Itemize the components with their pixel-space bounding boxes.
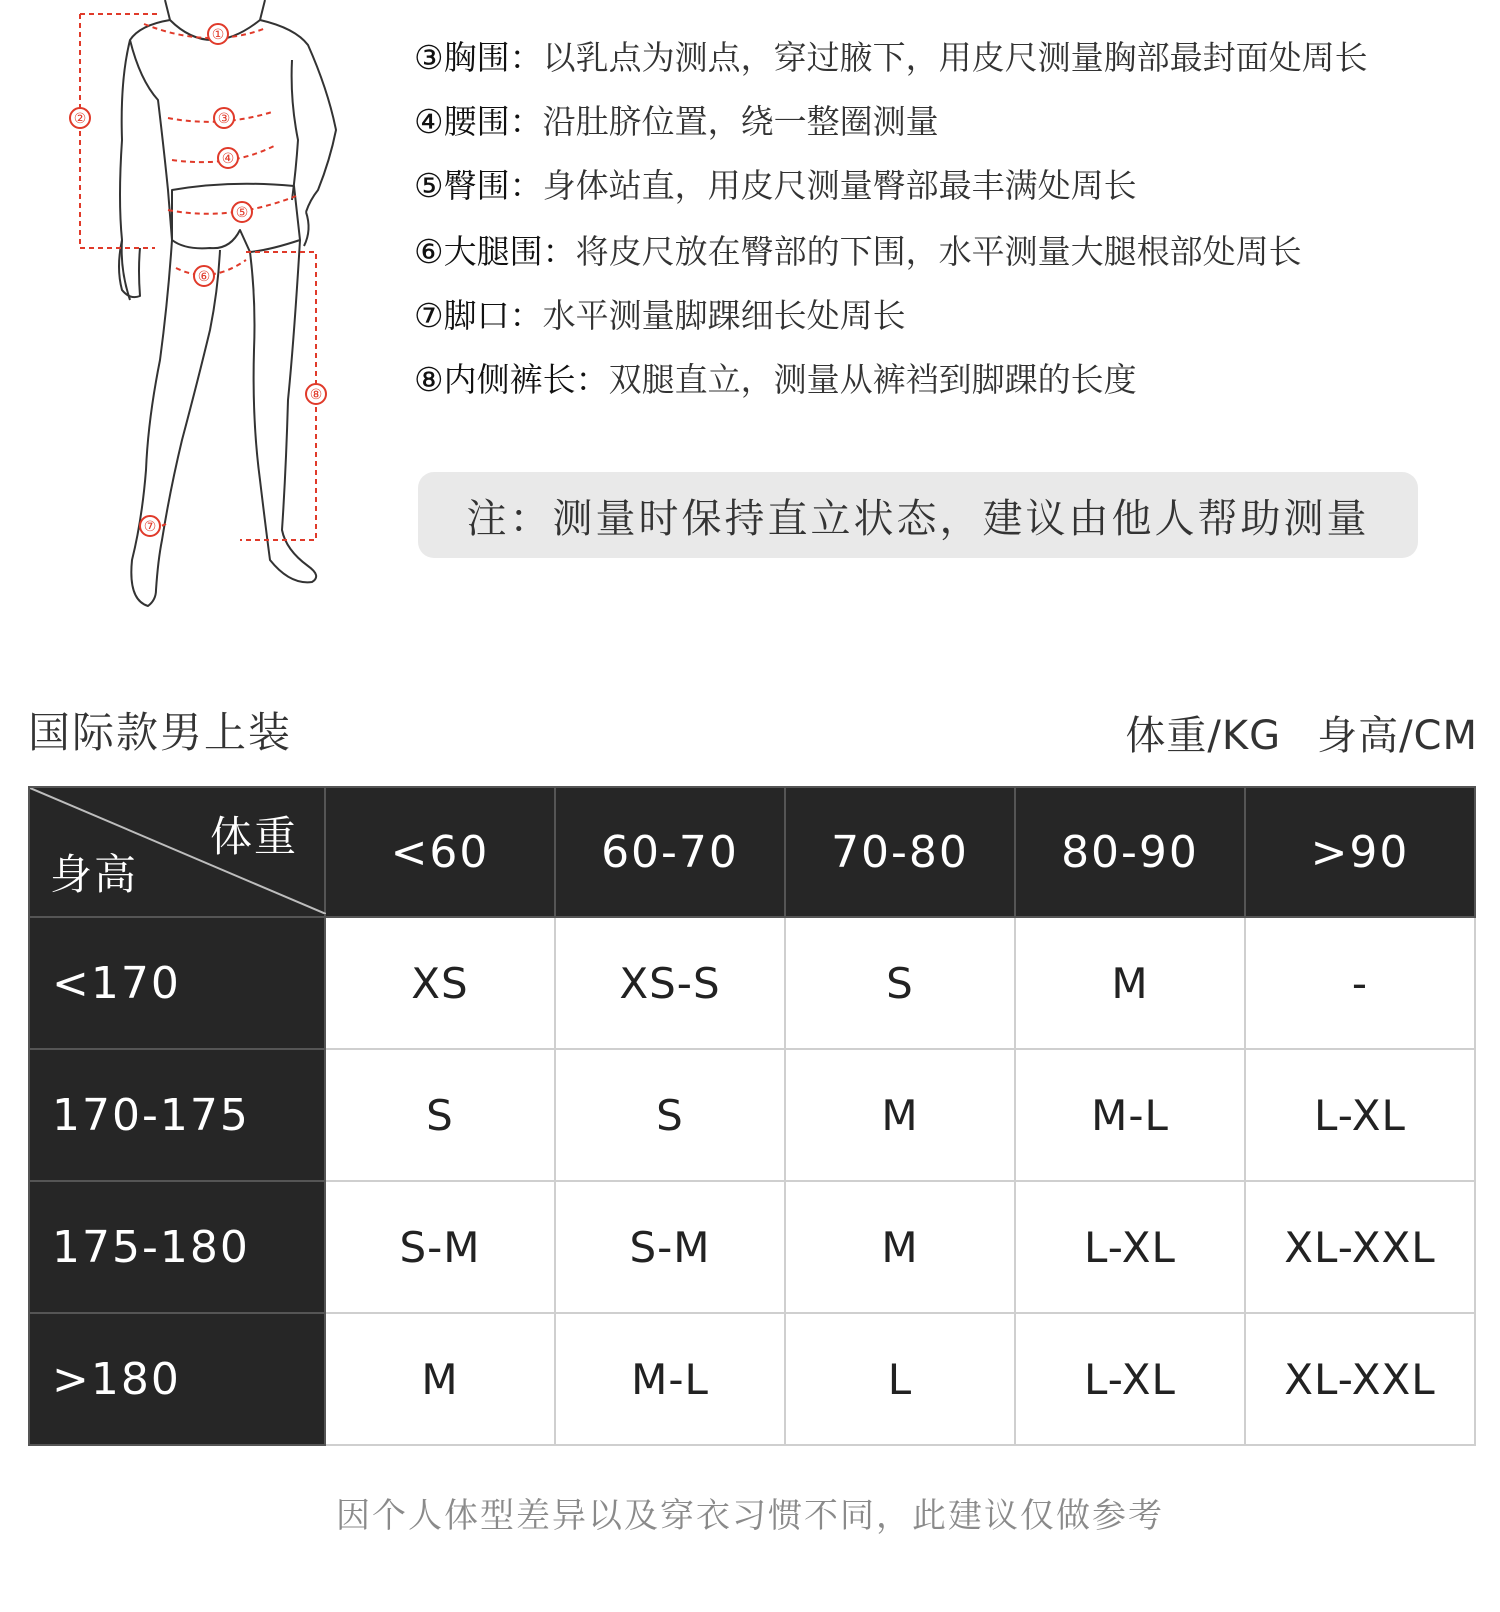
marker-5-label: ⑤ xyxy=(235,205,249,221)
instruction-item: ⑤臀围：身体站直，用皮尺测量臀部最丰满处周长 xyxy=(414,166,1137,205)
height-row-header: 170-175 xyxy=(29,1049,325,1181)
size-cell: M-L xyxy=(555,1313,785,1445)
size-cell: S xyxy=(785,917,1015,1049)
instruction-item: ⑥大腿围：将皮尺放在臀部的下围，水平测量大腿根部处周长 xyxy=(414,232,1302,271)
marker-3-label: ③ xyxy=(217,111,231,127)
table-row xyxy=(29,917,1475,1049)
weight-header: 70-80 xyxy=(785,787,1015,917)
marker-6-label: ⑥ xyxy=(197,269,211,285)
table-header-row xyxy=(29,787,1475,917)
unit-weight-label: 体重/KG xyxy=(1125,713,1282,759)
weight-header: 80-90 xyxy=(1015,787,1245,917)
weight-header: 60-70 xyxy=(555,787,785,917)
size-cell: M xyxy=(1015,917,1245,1049)
size-cell: L-XL xyxy=(1015,1313,1245,1445)
marker-1-label: ① xyxy=(211,27,225,43)
height-row-header: >180 xyxy=(29,1313,325,1445)
table-row xyxy=(29,1313,1475,1445)
table-corner-cell xyxy=(29,787,325,917)
instruction-item: ⑦脚口：水平测量脚踝细长处周长 xyxy=(414,296,906,335)
size-cell: M-L xyxy=(1015,1049,1245,1181)
table-row xyxy=(29,1049,1475,1181)
size-cell: L-XL xyxy=(1245,1049,1475,1181)
size-cell: M xyxy=(785,1181,1015,1313)
table-row xyxy=(29,1181,1475,1313)
size-cell: XS xyxy=(325,917,555,1049)
size-cell: - xyxy=(1245,917,1475,1049)
size-cell: S-M xyxy=(325,1181,555,1313)
height-row-header: <170 xyxy=(29,917,325,1049)
corner-weight-label: 体重 xyxy=(209,812,298,861)
corner-height-label: 身高 xyxy=(50,850,139,899)
size-cell: M xyxy=(785,1049,1015,1181)
instruction-item: ③胸围：以乳点为测点，穿过腋下，用皮尺测量胸部最封面处周长 xyxy=(414,38,1368,77)
unit-labels xyxy=(1125,704,1478,761)
body-measurement-figure xyxy=(60,0,360,630)
size-chart-table xyxy=(28,786,1476,1446)
section-title: 国际款男上装 xyxy=(28,708,293,757)
marker-2-label: ② xyxy=(73,111,87,127)
disclaimer-footnote: 因个人体型差异以及穿衣习惯不同，此建议仅做参考 xyxy=(336,1496,1164,1536)
marker-7-label: ⑦ xyxy=(143,519,157,535)
size-cell: S xyxy=(325,1049,555,1181)
marker-4-label: ④ xyxy=(221,151,235,167)
instruction-item: ④腰围：沿肚脐位置，绕一整圈测量 xyxy=(414,102,939,141)
height-row-header: 175-180 xyxy=(29,1181,325,1313)
weight-header: >90 xyxy=(1245,787,1475,917)
size-cell: S-M xyxy=(555,1181,785,1313)
body-outline-illustration xyxy=(60,0,360,630)
measurement-note: 注：测量时保持直立状态，建议由他人帮助测量 xyxy=(418,472,1418,558)
instruction-item: ⑧内侧裤长：双腿直立，测量从裤裆到脚踝的长度 xyxy=(414,360,1137,399)
size-cell: XS-S xyxy=(555,917,785,1049)
unit-height-label: 身高/CM xyxy=(1317,713,1478,759)
marker-8-label: ⑧ xyxy=(309,387,323,403)
size-cell: L xyxy=(785,1313,1015,1445)
weight-header: <60 xyxy=(325,787,555,917)
size-cell: M xyxy=(325,1313,555,1445)
size-cell: XL-XXL xyxy=(1245,1313,1475,1445)
size-cell: XL-XXL xyxy=(1245,1181,1475,1313)
size-cell: L-XL xyxy=(1015,1181,1245,1313)
size-cell: S xyxy=(555,1049,785,1181)
